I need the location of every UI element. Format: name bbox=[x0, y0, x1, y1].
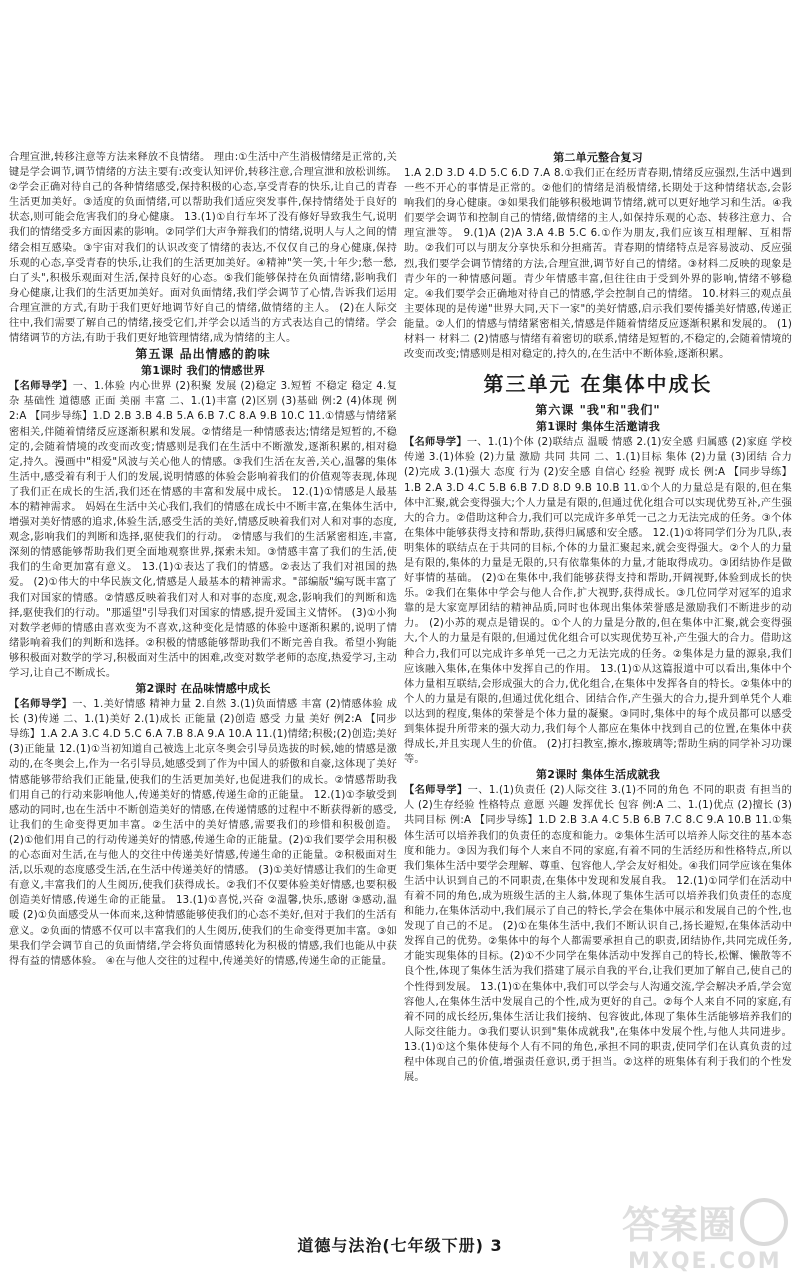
section-tag: 【名师导学】 bbox=[9, 381, 73, 393]
answer-text: 一、1.美好情感 精神力量 2.自然 3.(1)负面情感 丰富 (2)情感体验 成长 (3)传递 二、1.(1)美好 2.(1)成长 正能量 (2)创造 感受 力量 美好 例2:A 【同步导练】1.A 2.A 3.C 4.D 5.C 6.A 7.B 8.A 9.A 10.A 11.(1)情绪;积极;(2)创造;美好 (3)正能量 12.(1)①当初知道自己被选上北京冬奥会引导员选拔的时候,她的情感是激动的,在冬奥会上,作为一名引导员,她感受到了作为中国人的骄傲和自豪,这体现了美好情感能够带给我们正能量,使我们的生活更加美好,也促进我们的成长。②情感帮助我们用自己的行动来影响他人,传递美好的情感,传递生命的正能量。 12.(1)①李敏受到感动的同时,也在生活中不断创造美好的情感,在传递情感的过程中不断获得新的感受,让我们的生命变得更加丰富。②生活中的美好情感,需要我们的珍惜和积极创造。 (2)①他们用自己的行动传递美好的情感,传递生命的正能量。(2)①我们要学会用积极的心态面对生活,在与他人的交往中传递美好情感,传递生命的正能量。②积极面对生活,以乐观的态度感受生活,在生活中传递美好的情感。 (3)①美好情感让我们的生命更有意义,丰富我们的人生阅历,使我们获得成长。②我们不仅要体验美好情感,也要积极创造美好情感,传递生命的正能量。 13.(1)①喜悦,兴奋 ②温馨,快乐,感谢 ③感动,温暖 (2)①负面感受从一体而来,这种情感能够使我们的心态不美好,但对于我们的生活有意义。②负面的情感不仅可以丰富我们的人生阅历,使我们的生命变得更加丰富。③如果我们学会调节自己的负面情绪,学会将负面情感转化为积极的情感,我们也能从中获得有益的情感体验。 ④在与他人交往的过程中,传递美好的情感,传递生命的正能量。 bbox=[9, 699, 397, 967]
watermark-logo-text: 答案圈 bbox=[622, 1203, 737, 1247]
answer-paragraph bbox=[404, 166, 792, 362]
lesson-title: 第六课 "我"和"我们" bbox=[535, 403, 661, 418]
answer-text: 一、1.(1)个体 (2)联结点 温暖 情感 2.(1)安全感 归属感 (2)家庭 学校 传递 3.(1)体验 (2)力量 激励 共同 共同 二、1.(1)目标 集体 (2)力量 (3)团结 合力 (2)完成 3.(1)强大 态度 行为 (2)安全感 自信心 经验 视野 成长 例:A 【同步导练】1.B 2.A 3.D 4.C 5.B 6.B 7.D 8.D 9.B 10.B 11.①个人的力量总是有限的,但在集体中汇聚,就会变得强大;个人力量是有限的,但通过优化组合可以实现优势互补,产生强大的合力。②借助这种合力,我们可以完成许多单凭一己之力无法完成的任务。③个体在集体中能够获得支持和帮助,获得归属感和安全感。 12.(1)①将同学们分为几队,表明集体的联结点在于共同的目标,个体的力量汇聚起来,就会变得强大。②个人的力量是有限的,集体的力量是无限的,只有依靠集体的力量,才能取得成功。③团结协作是做好事情的基础。 (2)①在集体中,我们能够获得支持和帮助,开阔视野,体验到成长的快乐。②我们在集体中学会与他人合作,扩大视野,获得成长。③几位同学对冠军的追求靠的是大家宽厚团结的精神品质,同时也体现出集体荣誉感是激励我们不断进步的动力。 (2)小苏的观点是错误的。①个人的力量是分散的,但在集体中汇聚,就会变得强大,个人的力量是有限的,但通过优化组合可以实现优势互补,产生强大的合力。借助这种合力,我们可以完成许多单凭一己之力无法完成的任务。②集体是力量的源泉,我们应该融入集体,在集体中发挥自己的作用。 13.(1)①从这篇报道中可以看出,集体中个体力量相互联结,会形成强大的合力,优化组合,在集体中发挥各自的特长。②集体中的个人的力量是有限的,但通过优化组合、团结合作,产生强大的合力,提升到单凭个人难以达到的程度,集体的荣誉是个体力量的凝聚。③同时,集体中的每个成员都可以感受到集体提升所带来的强大动力,我们每个人都应在集体中找到自己的位置,在集体中获得成长,并且实现人生的价值。 (2)打扫教室,擦水,擦玻璃等;帮助生病的同学补习功课等。 bbox=[404, 437, 792, 766]
section-tag: 【名师导学】 bbox=[404, 437, 467, 449]
unit-title: 第三单元 在集体中成长 bbox=[483, 372, 713, 397]
section-tag: 【名师导学】 bbox=[404, 785, 468, 797]
lesson-title: 第五课 品出情感的韵味 bbox=[135, 347, 271, 362]
answer-paragraph bbox=[9, 697, 397, 969]
right-text-column bbox=[404, 150, 792, 1240]
answer-paragraph bbox=[404, 783, 792, 1085]
section-title: 第1课时 我们的情感世界 bbox=[141, 364, 265, 378]
section-title: 第二单元整合复习 bbox=[553, 151, 643, 164]
answer-text: 合理宣泄,转移注意等方法来释放不良情绪。 理由:①生活中产生消极情绪是正常的,关键是学会调节,调节情绪的方法主要有:改变认知评价,转移注意,合理宣泄和放松训练。②学会正确对待自己的各种情绪感受,保持积极的心态,享受青春的快乐,让自己的青春生活更加美好。③适度的负面情绪,可以帮助我们适应突发事件,保持情绪处于良好的状态,则可能会危害我们的身心健康。 13.(1)①自行车坏了没有修好导致我生气,说明我们的情绪受多方面因素的影响。②同学们大声争辩我们的情绪,说明人与人之间的情绪会相互感染。③宇宙对我们的认识改变了情绪的表达,不仅仅自己的身心健康,保持乐观的心态,享受青春的快乐,让我们的生活更加美好。④精神"笑一笑,十年少;愁一愁,白了头",积极乐观面对生活,保持良好的心态。⑤我们能够保持在负面情绪,影响我们身心健康,让我们的生活更加美好。面对负面情绪,我们学会调节了心情,告诉我们运用合理宣泄的方式,有助于我们更好地调节好自己的情绪,做情绪的主人。 (2)在人际交往中,我们需要了解自己的情绪,接受它们,并学会以适当的方式表达自己的情绪。学会情绪调节的方法,有助于我们更好地管理情绪,成为情绪的主人。 bbox=[9, 152, 397, 345]
answer-text: 一、1.(1)负责任 (2)人际交往 3.(1)不同的角色 不同的职责 有担当的人 (2)生存经验 性格特点 意愿 兴趣 发挥优长 包容 例:A 二、1.(1)优点 (2)擅长 (3)共同目标 例:A 【同步导练】1.D 2.B 3.A 4.C 5.B 6.B 7.C 8.C 9.A 10.B 11.①集体生活可以培养我们的负责任的态度和能力。②集体生活可以培养人际交往的基本态度和能力。③因为我们每个人来自不同的家庭,有着不同的生活经历和性格特点,所以我们集体生活中要学会理解、尊重、包容他人,学会友好相处。④我们同学应该在集体生活中认识到自己的不同职责,在集体中发现和发展自我。 12.(1)①同学们在活动中有着不同的角色,成为班级生活的主人翁,体现了集体生活可以培养我们负责任的态度和能力,在集体活动中,我们展示了自己的特长,学会在集体中展示和发展自己的个性,也发现了自己的不足。 (2)①在集体生活中,我们不断认识自己,扬长避短,在集体活动中发挥自己的优势。②集体中的每个人都需要承担自己的职责,团结协作,共同完成任务,才能实现集体的目标。(2)①不少同学在集体活动中发挥自己的特长,松懈、懒散等不良个性,体现了集体生活为我们搭建了展示自我的平台,让我们更加了解自己,使自己的个性得到发展。 13.(1)①在集体中,我们可以学会与人沟通交流,学会解决矛盾,学会宽容他人,在集体生活中发展自己的个性,成为更好的自己。②每个人来自不同的家庭,有着不同的成长经历,集体生活让我们接纳、包容彼此,体现了集体生活能够培养我们的人际交往能力。③我们要认识到"集体成就我",在集体中发展个性,与他人共同进步。 13.(1)①这个集体使每个人有不同的角色,承担不同的职责,使同学们在认真负责的过程中体现自己的价值,增强责任意识,勇于担当。②这样的班集体有利于我们的个性发展。 bbox=[404, 785, 792, 1084]
answer-paragraph bbox=[9, 150, 397, 346]
site-watermark-logo bbox=[614, 1192, 794, 1276]
section-tag: 【名师导学】 bbox=[9, 699, 73, 711]
page-footer: 道德与法治(七年级下册) 3 bbox=[297, 1236, 503, 1255]
answer-text: 一、1.体验 内心世界 (2)积聚 发展 (2)稳定 3.短暂 不稳定 稳定 4.复杂 基础性 道德感 正面 美丽 丰富 二、1.(1)丰富 (2)区别 (3)基础 例:2 (4)体现 例2:A 【同步导练】1.D 2.B 3.B 4.B 5.A 6.B 7.C 8.A 9.B 10.C 11.①情感与情绪紧密相关,伴随着情绪反应逐渐积累和发展。②情绪是一种情感表达;情绪是短暂的,不稳定的,会随着情境的改变而改变;情感则是我们在生活中不断激发,逐渐积累的,相对稳定,持久。漫画中"相爱"风波与关心他人的情感。③我们生活在友善,关心,温馨的集体生活中,感受着有利于人们的发展,说明情感的体验会影响着我们的价值观等表现,体现了我们正在成长的生活,我们还在情感的丰富和发展中成长。 12.(1)①情感是人最基本的精神需求。 妈妈在生活中关心我们,我们的情感在成长中不断丰富,在集体生活中,增强对美好情感的追求,体验生活,感受生活的美好,情感反映着我们对人和对事的态度,观念,影响我们的判断和选择,驱使我们的行动。 ②情感与我们的生活紧密相连,丰富,深刻的情感能够帮助我们更全面地观察世界,探索未知。③情感丰富了我们的生活,使我们的生命更加富有意义。 13.(1)①表达了我们的情感。②表达了我们对祖国的热爱。 (2)①伟大的中华民族文化,情感是人最基本的精神需求。"部编版"编写既丰富了我们对国家的情感。②情感反映着我们对人和对事的态度,观念,影响我们的判断和选择,驱使我们的行动。"那遥望"引导我们对国家的情感,提升爱国主义情怀。 (3)①小狗对数学老师的情感由喜欢变为不喜欢,这种变化是情感的体验中逐渐积累的,说明了情绪影响着我们的判断和选择。②积极的情感能够帮助我们不断完善自我。希望小狗能够积极面对数学的学习,积极面对生活中的困难,改变对数学老师的态度,热爱学习,主动学习,让自己不断成长。 bbox=[9, 381, 397, 679]
section-title: 第2课时 集体生活成就我 bbox=[536, 768, 660, 782]
section-title: 第1课时 集体生活邀请我 bbox=[536, 420, 660, 434]
answer-text: 1.A 2.D 3.D 4.D 5.C 6.D 7.A 8.①我们正在经历青春期,情绪反应强烈,生活中遇到一些不开心的事情是正常的。②他们的情绪是消极情绪,长期处于这种情绪状态,会影响我们的身心健康。③如果我们能够积极地调节情绪,就可以更好地学习和生活。④我们要学会调节和控制自己的情绪,做情绪的主人,如保持乐观的心态、转移注意力、合理宣泄等。 9.(1)A (2)A 3.A 4.B 5.C 6.①作为朋友,我们应该互相理解、互相帮助。②我们可以与朋友分享快乐和分担痛苦。青春期的情绪特点是容易波动、反应强烈,我们要学会调节情绪的方法,合理宣泄,调节好自己的情绪。③材料二反映的现象是青少年的一种情感问题。青少年情感丰富,但往往由于受到外界的影响,情绪不够稳定。④我们要学会正确地对待自己的情感,学会控制自己的情绪。 10.材料三的观点虽主要体现的是传递"世界大同,天下一家"的美好情感,启示我们要传播美好情感,传递正能量。②人们的情感与情绪紧密相关,情感是伴随着情绪反应逐渐积累和发展的。 (1)材料一 材料二 (2)情感与情绪有着密切的联系,情绪是短暂的,不稳定的,会随着情境的改变而改变;情感则是相对稳定的,持久的,在生活中不断体验,逐渐积累。 bbox=[404, 168, 792, 361]
left-text-column bbox=[9, 150, 397, 1240]
watermark-site-text: MXQE.COM bbox=[628, 1249, 782, 1274]
section-title: 第2课时 在品味情感中成长 bbox=[135, 682, 271, 696]
answer-paragraph bbox=[9, 379, 397, 681]
answer-paragraph bbox=[404, 435, 792, 767]
